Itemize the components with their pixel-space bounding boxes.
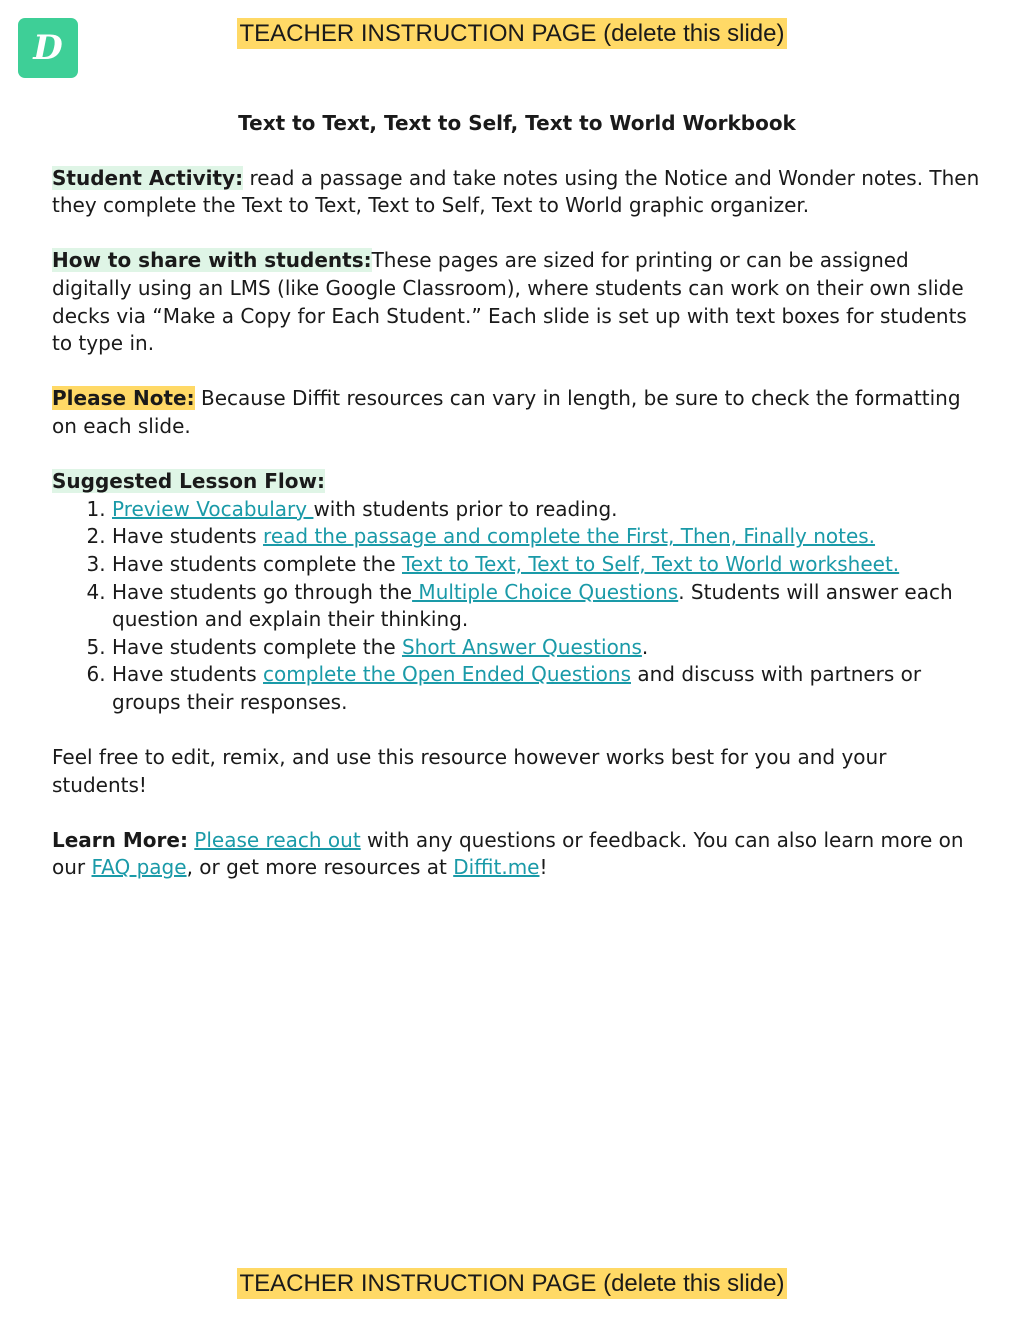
item-text: . Students will answer each question and explain their thinking. bbox=[112, 579, 953, 632]
lesson-flow-label: Suggested Lesson Flow: bbox=[52, 469, 325, 494]
list-item bbox=[112, 551, 982, 579]
faq-link[interactable]: FAQ page bbox=[91, 855, 187, 880]
share-label: How to share with students: bbox=[52, 248, 372, 273]
page-title: Text to Text, Text to Self, Text to World Workbook bbox=[238, 111, 796, 135]
short-answer-link[interactable]: Short Answer Questions bbox=[401, 634, 642, 659]
note-label: Please Note: bbox=[52, 386, 195, 411]
item-text: Have students go through the bbox=[112, 579, 413, 604]
learn-more-paragraph bbox=[52, 827, 982, 882]
list-item bbox=[112, 634, 982, 662]
item-text: with students prior to reading. bbox=[313, 496, 618, 521]
item-text: Have students complete the bbox=[112, 551, 402, 576]
student-activity-text: read a passage and take notes using the Notice and Wonder notes. Then they complete the Text to Text, Text to Self, Text to World graphic organizer. bbox=[52, 165, 980, 218]
item-text: Have students bbox=[112, 662, 264, 687]
list-item bbox=[112, 523, 982, 551]
diffit-link[interactable]: Diffit.me bbox=[453, 855, 540, 880]
learn-more-label: Learn More: bbox=[52, 827, 188, 852]
item-text: Have students complete the bbox=[112, 634, 402, 659]
note-text: Because Diffit resources can vary in length, be sure to check the formatting on each slide. bbox=[52, 386, 961, 438]
text-to-world-worksheet-link[interactable]: Text to Text, Text to Self, Text to World worksheet. bbox=[401, 551, 900, 576]
closing-paragraph: Feel free to edit, remix, and use this resource however works best for you and your students! bbox=[52, 745, 887, 797]
reach-out-link[interactable]: Please reach out bbox=[194, 827, 361, 852]
top-banner bbox=[0, 20, 1024, 48]
instruction-content bbox=[52, 110, 982, 910]
list-item bbox=[112, 496, 982, 524]
item-text: and discuss with partners or groups their responses. bbox=[112, 662, 922, 714]
lesson-flow-list bbox=[52, 496, 982, 717]
learn-more-text: with any questions or feedback. You can also learn more on our bbox=[52, 827, 964, 880]
share-paragraph bbox=[52, 247, 982, 357]
bottom-banner-text: TEACHER INSTRUCTION PAGE (delete this slide) bbox=[239, 1270, 785, 1297]
list-item bbox=[112, 661, 982, 716]
student-activity-label: Student Activity: bbox=[52, 165, 244, 190]
top-banner-text: TEACHER INSTRUCTION PAGE (delete this slide) bbox=[239, 20, 785, 47]
learn-more-text: ! bbox=[539, 855, 548, 880]
preview-vocabulary-link[interactable]: Preview Vocabulary bbox=[112, 496, 314, 521]
logo-letter: D bbox=[33, 28, 63, 68]
item-text: . bbox=[641, 634, 649, 659]
bottom-banner bbox=[0, 1270, 1024, 1298]
lesson-flow-heading bbox=[52, 468, 982, 496]
share-text: These pages are sized for printing or can be assigned digitally using an LMS (like Google Classroom), where students can work on their own slide decks via “Make a Copy for Each Student.” Each slide is set up with text boxes for students to type in. bbox=[52, 248, 967, 356]
first-then-finally-link[interactable]: read the passage and complete the First, Then, Finally notes. bbox=[263, 524, 876, 549]
multiple-choice-link[interactable]: Multiple Choice Questions bbox=[412, 579, 679, 604]
item-text: Have students bbox=[112, 524, 264, 549]
open-ended-link[interactable]: complete the Open Ended Questions bbox=[263, 662, 631, 687]
learn-more-text: , or get more resources at bbox=[186, 855, 454, 880]
student-activity-paragraph bbox=[52, 165, 982, 220]
list-item bbox=[112, 579, 982, 634]
note-paragraph bbox=[52, 385, 982, 440]
